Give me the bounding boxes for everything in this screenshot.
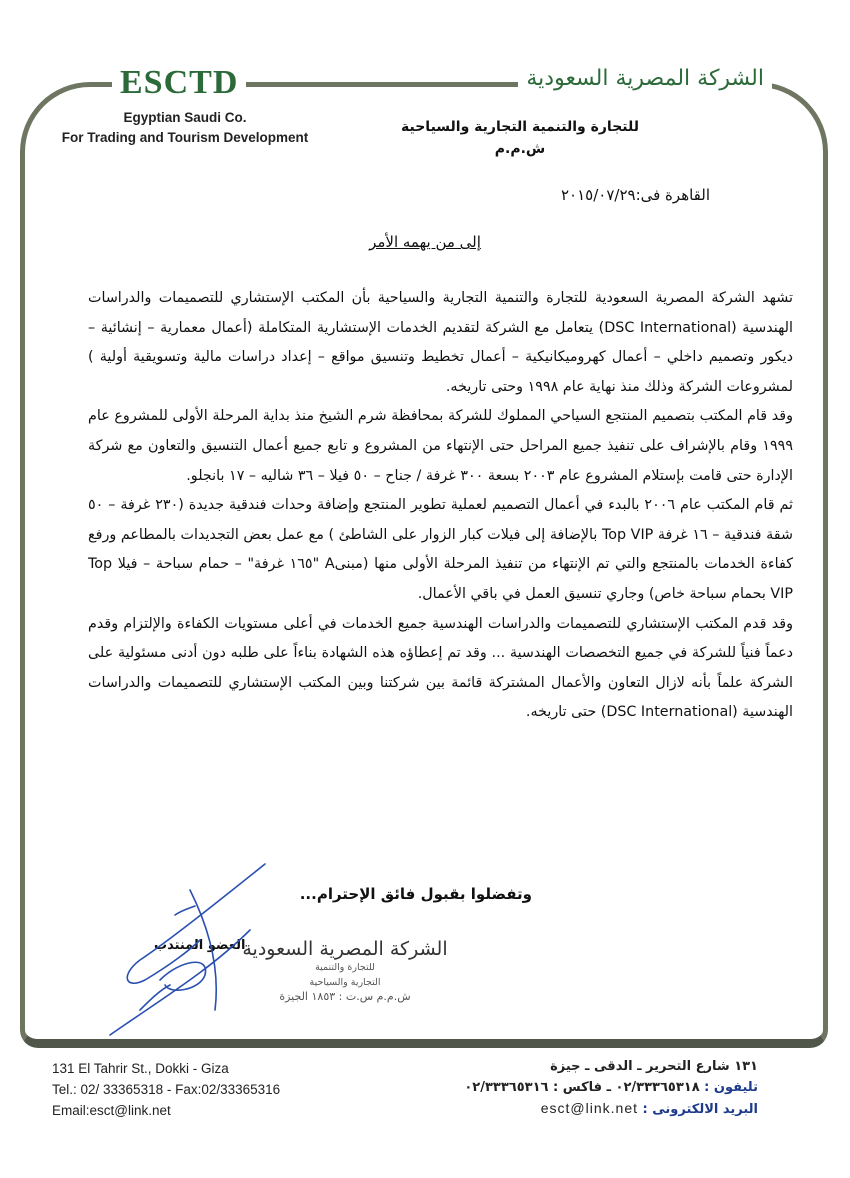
stamp-line: الشركة المصرية السعودية: [242, 938, 448, 960]
paragraph: وقد قدم المكتب الإستشاري للتصميمات والدراسات الهندسية جميع الخدمات في أعلى مستويات الكفاءة والإلتزام وقدم دعماً فنياً للشركة في جميع التخصصات الهندسية ... وقد تم إعطاؤه هذه الشهادة بناءاً على طلبه دون أدنى مسئولية على الشركة علماً بأنه لازال التعاون والأعمال المشتركة قائمة بين شركتنا وبين المكتب الإستشاري للتصميمات والدراسات الهندسية (DSC International) حتى تاريخه.: [88, 615, 793, 721]
logo-english: ESCTD: [112, 64, 246, 102]
company-name-ar-2: ش.م.م: [494, 141, 546, 157]
footer-email-ar: esct@link.net: [540, 1100, 638, 1116]
logo-arabic: الشركة المصرية السعودية: [518, 66, 772, 91]
letter-date: القاهرة فى:٢٠١٥/٠٧/٢٩: [561, 186, 710, 204]
paragraph: وقد قام المكتب بتصميم المنتجع السياحي المملوك للشركة بمحافظة شرم الشيخ منذ بداية المرحلة الأولى للمشروع عام ١٩٩٩ وقام بالإشراف على تنفيذ جميع المراحل حتى الإنتهاء من المشروع و تابع جميع أعمال التنسيق والتعاون مع شركة الإدارة حتى قامت بإستلام المشروع عام ٢٠٠٣ بسعة ٣٠٠ غرفة / جناح – ٥٠ فيلا – ٣٦ شاليه – ١٧ بانجلو.: [88, 408, 793, 484]
company-name-en-1: Egyptian Saudi Co.: [123, 110, 247, 125]
paragraph: تشهد الشركة المصرية السعودية للتجارة والتنمية التجارية والسياحية بأن المكتب الإستشاري للتصميمات والدراسات الهندسية (DSC International) يتعامل مع الشركة لتقديم الخدمات الإستشارية المتكاملة (أعمال معمارية – إنشائية – ديكور وتصميم داخلي – أعمال كهروميكانيكية – أعمال تخطيط وتنسيق مواقع – إعداد دراسات مالية وتسويقية أولية ) لمشروعات الشركة وذلك منذ نهاية عام ١٩٩٨ وحتى تاريخه.: [88, 290, 794, 395]
footer-address: 131 El Tahrir St., Dokki - Giza: [52, 1061, 229, 1076]
letter-body: [88, 284, 793, 728]
footer-address-ar: ١٣١ شارع التحرير ـ الدقى ـ جيزة: [550, 1059, 758, 1074]
footer-phone-ar: ٠٢/٣٣٣٦٥٣١٨ ـ فاكس : ٠٢/٣٣٣٦٥٣١٦: [464, 1080, 700, 1095]
footer-email-label: البريد الالكترونى :: [642, 1102, 758, 1117]
stamp-line: للتجارة والتنمية: [315, 962, 375, 973]
footer-phone-label: تليفون :: [704, 1080, 758, 1095]
stamp-line: ش.م.م س.ت : ١٨٥٣ الجيزة: [279, 990, 411, 1003]
stamp-line: التجارية والسياحية: [309, 977, 381, 988]
company-name-en-2: For Trading and Tourism Development: [61, 130, 309, 145]
closing-line: وتفضلوا بقبول فائق الإحترام...: [299, 885, 532, 903]
paragraph: ثم قام المكتب عام ٢٠٠٦ بالبدء في أعمال التصميم لعملية تطوير المنتجع وإضافة وحدات فندقية جديدة (٢٣٠ غرفة – ٥٠ شقة فندقية – ١٦ غرفة Top VIP بالإضافة إلى فيلات كبار الزوار على الشاطئ ) مع عمل بعض التجديدات بالمطاعم ورفع كفاءة الخدمات بالمنتجع والتي تم الإنتهاء من تنفيذ المرحلة الأولى منها (مبنىA "١٦٥ غرفة" – حمام سباحة – فيلا Top VIP بحمام سباحة خاص) وجاري تنسيق العمل في باقي الأعمال.: [88, 497, 794, 602]
footer-english: [52, 1058, 280, 1121]
letter-subject: إلى من يهمه الأمر: [369, 233, 481, 251]
company-name-ar-1: للتجارة والتنمية التجارية والسياحية: [401, 119, 639, 135]
footer-phone: Tel.: 02/ 33365318 - Fax:02/33365316: [52, 1082, 281, 1097]
signature: [100, 860, 280, 1040]
signer-title: العضو المنتدب: [154, 938, 246, 953]
footer-arabic: [464, 1056, 758, 1120]
footer-email: Email:esct@link.net: [52, 1103, 171, 1118]
